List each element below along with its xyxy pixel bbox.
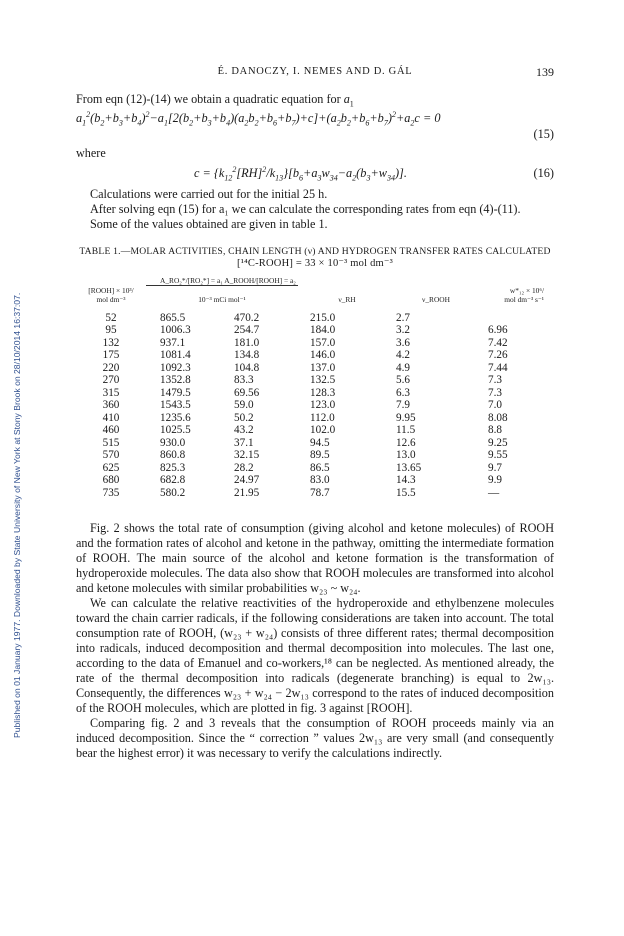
table-cell: 157.0	[310, 336, 336, 349]
table-cell: 7.0	[488, 399, 502, 411]
running-header	[76, 64, 554, 82]
page-body	[76, 64, 554, 761]
paragraph-after-solving: After solving eqn (15) for a₁ we can calculate the corresponding rates from eqn (4)-(11).	[90, 202, 521, 216]
table-cell: 12.6	[396, 436, 416, 449]
table-cell: 128.3	[310, 386, 336, 399]
table-row	[76, 324, 554, 337]
table-cell: 7.42	[488, 336, 508, 349]
header-group-label: A_RO₂*/[RO₂*] = a₁ A_ROOH/[ROOH] = a₂	[160, 276, 296, 285]
table-header-row-2	[76, 286, 554, 304]
header-col0-line2: mol dm⁻³	[96, 294, 126, 304]
table-cell: 7.9	[396, 399, 410, 411]
paragraph-fig2: Fig. 2 shows the total rate of consumption (giving alcohol and ketone molecules) of ROOH and the formation rates of alcohol and ketone in the pathway, omitting the intermediate formation of ROOH. The main source of the alcohol and ketone formation is the transformation of hydroperoxide molecules. The data also show that ROOH molecules are transformed into alcohol and ketone molecules with similar probabilities w₂₃ ~ w₂₄.	[76, 521, 554, 595]
header-vrh: ν_RH	[338, 294, 356, 304]
table-cell: 3.6	[396, 336, 410, 349]
table-cell: 1006.3	[160, 324, 191, 336]
table-cell: 95	[105, 324, 117, 336]
table-cell: 315	[102, 386, 120, 399]
table-cell: 9.95	[396, 411, 416, 424]
download-notice: Published on 01 January 1977. Downloaded by State University of New York at Stony Brook on 28/10/2014 16:37:07.	[12, 292, 22, 738]
table-cell: 860.8	[160, 449, 186, 461]
table-cell: 735	[102, 486, 120, 499]
table-cell: 83.3	[234, 374, 254, 386]
table-cell: 15.5	[396, 486, 416, 499]
table-cell: 4.9	[396, 361, 410, 374]
table-cell: 175	[102, 349, 120, 361]
table-cell: 570	[102, 449, 120, 461]
table-cell: 1081.4	[160, 349, 191, 361]
table-cell: 682.8	[160, 474, 186, 486]
table-row	[76, 437, 554, 450]
paragraph-values: Some of the values obtained are given in table 1.	[90, 217, 328, 231]
header-w-line1: w*₁₂ × 10⁶/	[509, 285, 544, 295]
table-cell: 37.1	[234, 436, 254, 449]
page-number: 139	[536, 65, 554, 79]
header-units: 10⁻³ mCi mol⁻¹	[198, 294, 246, 304]
table-cell: 865.5	[160, 311, 186, 324]
table-cell: —	[488, 486, 500, 499]
table-cell: 1543.5	[160, 399, 191, 411]
table-cell: 43.2	[234, 424, 254, 436]
table-cell: 8.8	[488, 424, 502, 436]
table-cell: 104.8	[234, 361, 260, 374]
equation-16-number: (16)	[533, 166, 554, 180]
table-cell: 360	[102, 399, 120, 411]
table-row	[76, 474, 554, 487]
where-label: where	[76, 146, 106, 160]
table-cell: 515	[102, 436, 120, 449]
table-cell: 28.2	[234, 461, 254, 474]
table-cell: 6.96	[488, 324, 508, 336]
table-cell: 9.25	[488, 436, 508, 449]
table-cell: 1092.3	[160, 361, 191, 374]
table-cell: 270	[102, 374, 120, 386]
header-authors: É. DANOCZY, I. NEMES AND D. GÁL	[217, 66, 413, 77]
table-cell: 112.0	[310, 411, 335, 424]
table-cell: 146.0	[310, 349, 336, 361]
table-cell: 825.3	[160, 461, 186, 474]
table-cell: 7.44	[488, 361, 508, 374]
table-cell: 132	[102, 336, 120, 349]
header-col0-line1: [ROOH] × 10³/	[88, 285, 134, 295]
table-cell: 9.9	[488, 474, 502, 486]
table-caption	[76, 246, 554, 270]
table-cell: 2.7	[396, 311, 410, 324]
table-cell: 215.0	[310, 311, 336, 324]
data-table	[76, 276, 554, 499]
table-cell: 1479.5	[160, 386, 191, 399]
table-cell: 8.08	[488, 411, 508, 424]
equation-15-number: (15)	[533, 127, 554, 141]
table-row	[76, 374, 554, 387]
table-cell: 134.8	[234, 349, 260, 361]
table-cell: 32.15	[234, 449, 260, 461]
paragraph-comparing: Comparing fig. 2 and 3 reveals that the consumption of ROOH proceeds mainly via an induced decomposition. Since the “ correction ” values 2w₁₃ are very small (and consequently bear the highest error) it was necessary to verify the calculations indirectly.	[76, 716, 554, 760]
table-cell	[476, 312, 554, 325]
table-cell: 50.2	[234, 411, 254, 424]
table-cell: 4.2	[396, 349, 410, 361]
paragraph-calculations: Calculations were carried out for the initial 25 h.	[90, 187, 328, 201]
table-cell: 460	[102, 424, 120, 436]
table-cell: 937.1	[160, 336, 186, 349]
table-cell: 86.5	[310, 461, 330, 474]
table-cell: 7.3	[488, 374, 502, 386]
table-cell: 625	[102, 461, 120, 474]
table-row	[76, 399, 554, 412]
table-cell: 52	[105, 311, 117, 324]
table-cell: 680	[102, 474, 120, 486]
table-row	[76, 462, 554, 475]
table-header-row-1	[76, 276, 554, 286]
table-row	[76, 337, 554, 350]
table-row	[76, 349, 554, 362]
table-cell: 5.6	[396, 374, 410, 386]
table-cell: 123.0	[310, 399, 336, 411]
header-w-line2: mol dm⁻³ s⁻¹	[504, 294, 544, 304]
table-cell: 83.0	[310, 474, 330, 486]
equation-15: $a_1^2(b_2+b_3+b_4)^2-a_1[2(b_2+b_3+b_4)(a_2b_2+b_6+b_7)+c]+(a_2b_2+b_6+b_7)^2+a_2c = 0$	[76, 109, 441, 128]
table-row	[76, 312, 554, 325]
table-cell: 24.97	[234, 474, 260, 486]
table-row	[76, 424, 554, 437]
table-cell: 1235.6	[160, 411, 191, 424]
table-cell: 137.0	[310, 361, 336, 374]
table-cell: 9.7	[488, 461, 502, 474]
table-cell: 6.3	[396, 386, 410, 399]
table-cell: 1352.8	[160, 374, 191, 386]
table-cell: 102.0	[310, 424, 336, 436]
table-cell: 580.2	[160, 486, 186, 499]
equation-16: $c = \{k_{12}^2[RH]^2/k_{13}\}[b_6+a_3w_{34}-a_2(b_3+w_{34})]$. (16)	[194, 164, 554, 183]
table-cell: 78.7	[310, 486, 330, 499]
table-cell: 9.55	[488, 449, 508, 461]
intro-text: From eqn (12)-(14) we obtain a quadratic equation for	[76, 92, 341, 106]
table-cell: 1025.5	[160, 424, 191, 436]
table-row	[76, 449, 554, 462]
table-cell: 69.56	[234, 386, 260, 399]
table-cell: 220	[102, 361, 120, 374]
table-cell: 930.0	[160, 436, 186, 449]
download-sidebar	[12, 98, 24, 738]
paragraph-reactivities: We can calculate the relative reactivities of the hydroperoxide and ethylbenzene molecules toward the chain carrier radicals, if the following considerations are taken into account. The total consumption rate of ROOH, (w₂₃ + w₂₄) consists of three different rates; thermal decomposition into radicals, induced decomposition and thermal decomposition into molecules. The last one, according to the data of Emanuel and co-workers,¹⁸ can be neglected. As mentioned already, the rate of the thermal decomposition into radicals (degenerate branching) is equal to 2w₁₃. Consequently, the differences w₂₃ + w₂₄ − 2w₁₃ correspond to the rates of induced decomposition of the ROOH molecules, which are plotted in fig. 3 against [ROOH].	[76, 596, 554, 715]
table-cell: 13.65	[396, 461, 422, 474]
table-cell: 132.5	[310, 374, 336, 386]
table-cell: 181.0	[234, 336, 260, 349]
table-cell: 7.26	[488, 349, 508, 361]
table-cell: 3.2	[396, 324, 410, 336]
intro-paragraph: From eqn (12)-(14) we obtain a quadratic equation for $a_1$	[76, 92, 354, 109]
table-cell: 89.5	[310, 449, 330, 461]
table-cell: 59.0	[234, 399, 254, 411]
table-row	[76, 412, 554, 425]
table-cell: 7.3	[488, 386, 502, 399]
table-row	[76, 362, 554, 375]
table-cell: 13.0	[396, 449, 416, 461]
table-cell: 21.95	[234, 486, 260, 499]
table-cell: 470.2	[234, 311, 260, 324]
table-row	[76, 387, 554, 400]
table-cell: 14.3	[396, 474, 416, 486]
table-row	[76, 487, 554, 500]
table-cell: 254.7	[234, 324, 260, 336]
table-cell: 184.0	[310, 324, 336, 336]
table-cell: 410	[102, 411, 120, 424]
table-caption-line2: [¹⁴C-ROOH] = 33 × 10⁻³ mol dm⁻³	[237, 258, 393, 269]
table-caption-line1: TABLE 1.—MOLAR ACTIVITIES, CHAIN LENGTH (ν) AND HYDROGEN TRANSFER RATES CALCULATED	[79, 246, 551, 257]
header-vrooh: ν_ROOH	[422, 294, 450, 304]
table-cell: 94.5	[310, 436, 330, 449]
table-cell: 11.5	[396, 424, 416, 436]
